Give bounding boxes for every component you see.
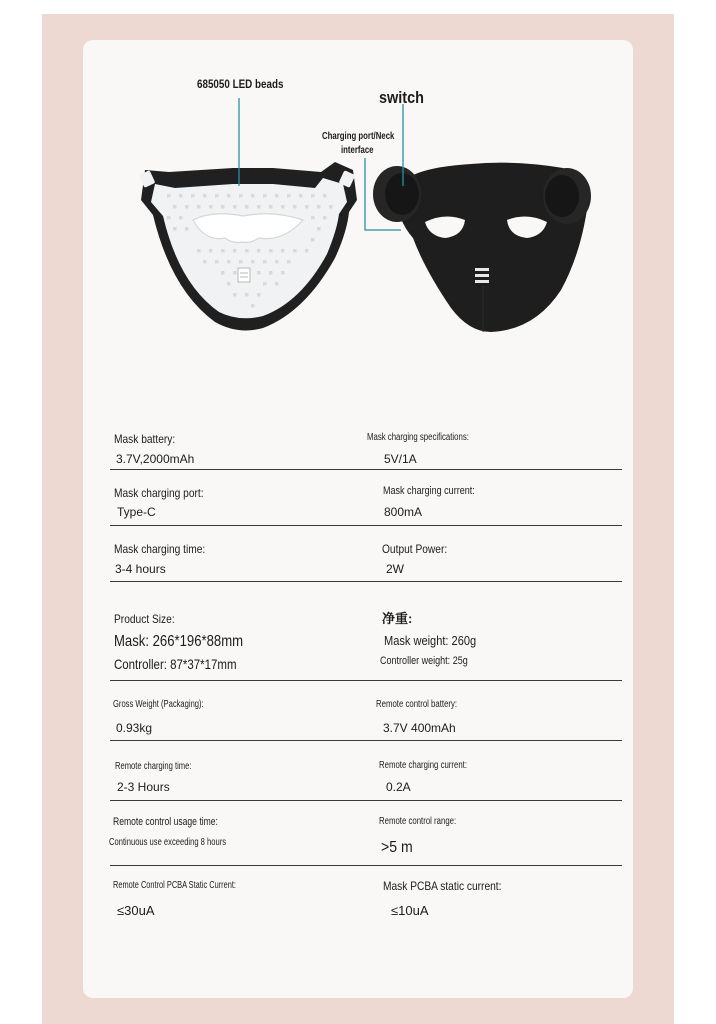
remote-battery-label: Remote control battery: (376, 699, 458, 710)
remote-charging-time-value: 2-3 Hours (117, 780, 170, 794)
led-bead (179, 194, 183, 198)
gross-weight-label: Gross Weight (Packaging): (113, 699, 204, 710)
product-illustration (83, 60, 633, 350)
row-divider (110, 581, 622, 582)
led-bead (329, 205, 333, 209)
led-bead (251, 304, 255, 308)
row-divider (110, 800, 622, 801)
row-divider (110, 469, 622, 470)
led-bead (251, 194, 255, 198)
mask-charging-spec-label: Mask charging specifications: (367, 432, 469, 443)
led-bead (251, 260, 255, 264)
remote-usage-time-value: Continuous use exceeding 8 hours (109, 837, 227, 848)
led-bead (239, 194, 243, 198)
led-bead (287, 194, 291, 198)
charging-port-label: Charging port/Neck (322, 131, 395, 142)
led-bead (263, 282, 267, 286)
led-bead (275, 260, 279, 264)
led-bead (293, 249, 297, 253)
led-bead (221, 249, 225, 253)
remote-pcba-current-value: ≤30uA (117, 903, 155, 918)
net-weight-controller: Controller weight: 25g (380, 655, 468, 667)
led-bead (167, 194, 171, 198)
remote-pcba-current-label: Remote Control PCBA Static Current: (113, 880, 236, 891)
row-divider (110, 680, 622, 681)
led-bead (287, 260, 291, 264)
led-bead (185, 227, 189, 231)
led-bead (239, 260, 243, 264)
led-bead (221, 205, 225, 209)
led-bead (167, 216, 171, 220)
led-bead (275, 194, 279, 198)
led-bead (233, 249, 237, 253)
led-bead (209, 249, 213, 253)
led-bead (257, 271, 261, 275)
mask-charging-current-value: 800mA (384, 505, 423, 519)
switch-label: switch (379, 88, 424, 107)
led-bead (203, 260, 207, 264)
led-bead (281, 249, 285, 253)
led-bead (215, 194, 219, 198)
led-bead (227, 282, 231, 286)
led-bead (257, 205, 261, 209)
led-bead (263, 194, 267, 198)
remote-usage-time-label: Remote control usage time: (113, 816, 218, 828)
led-bead (203, 194, 207, 198)
led-bead (197, 205, 201, 209)
led-bead (245, 205, 249, 209)
led-bead (257, 293, 261, 297)
led-bead (221, 271, 225, 275)
led-bead (281, 271, 285, 275)
product-size-controller: Controller: 87*37*17mm (114, 656, 237, 672)
mask-battery-value: 3.7V,2000mAh (116, 452, 195, 466)
mask-battery-label: Mask battery: (114, 432, 176, 446)
mask-charging-time-value: 3-4 hours (115, 562, 166, 576)
output-power-value: 2W (386, 562, 404, 576)
led-bead (269, 205, 273, 209)
remote-charging-current-value: 0.2A (386, 780, 411, 794)
led-bead (305, 249, 309, 253)
row-divider (110, 865, 622, 866)
net-weight-label: 净重: (382, 611, 413, 626)
led-bead (245, 249, 249, 253)
led-bead (323, 216, 327, 220)
led-mask-image (139, 162, 357, 330)
led-bead (275, 282, 279, 286)
led-bead (197, 249, 201, 253)
led-bead (173, 227, 177, 231)
led-bead (233, 293, 237, 297)
remote-charging-current-label: Remote charging current: (379, 760, 468, 771)
gross-weight-value: 0.93kg (116, 721, 153, 735)
remote-range-label: Remote control range: (379, 816, 457, 827)
led-bead (209, 205, 213, 209)
output-power-label: Output Power: (382, 542, 448, 556)
black-mask-image (373, 163, 591, 332)
remote-charging-time-label: Remote charging time: (115, 761, 192, 772)
led-bead (305, 205, 309, 209)
led-bead (323, 194, 327, 198)
led-beads-label: 685050 LED beads (197, 77, 284, 91)
led-bead (185, 205, 189, 209)
led-bead (233, 205, 237, 209)
led-bead (311, 194, 315, 198)
led-bead (179, 216, 183, 220)
led-bead (257, 249, 261, 253)
led-bead (191, 194, 195, 198)
mask-charging-port-value: Type-C (117, 505, 156, 519)
mask-pcba-current-value: ≤10uA (391, 903, 429, 918)
product-size-mask: Mask: 266*196*88mm (114, 633, 244, 650)
mask-charging-time-label: Mask charging time: (114, 542, 206, 556)
mask-charging-port-label: Mask charging port: (114, 486, 204, 500)
led-bead (227, 260, 231, 264)
led-bead (311, 216, 315, 220)
led-bead (227, 194, 231, 198)
led-bead (245, 293, 249, 297)
remote-range-value: >5 m (381, 839, 413, 856)
led-bead (269, 249, 273, 253)
charging-port-label-2: interface (341, 145, 374, 156)
led-bead (173, 205, 177, 209)
led-bead (293, 205, 297, 209)
mask-charging-current-label: Mask charging current: (383, 485, 475, 497)
row-divider (110, 740, 622, 741)
row-divider (110, 525, 622, 526)
led-bead (233, 271, 237, 275)
led-bead (269, 271, 273, 275)
led-bead (215, 260, 219, 264)
mask-pcba-current-label: Mask PCBA static current: (383, 879, 502, 893)
led-bead (317, 227, 321, 231)
remote-battery-value: 3.7V 400mAh (383, 721, 456, 735)
led-bead (311, 238, 315, 242)
led-bead (263, 260, 267, 264)
net-weight-mask: Mask weight: 260g (384, 633, 477, 648)
mask-charging-spec-value: 5V/1A (384, 452, 417, 466)
led-bead (299, 194, 303, 198)
led-bead (317, 205, 321, 209)
led-bead (281, 205, 285, 209)
product-size-label: Product Size: (114, 612, 175, 626)
